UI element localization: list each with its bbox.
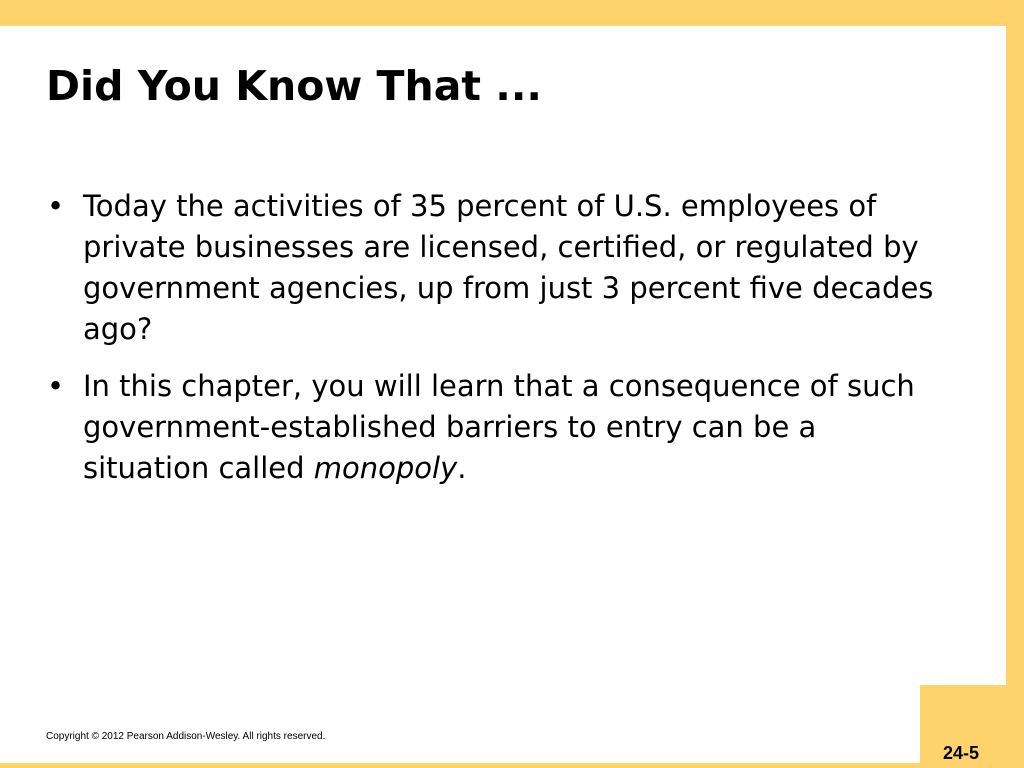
bullet-icon: • <box>47 189 65 223</box>
bullet-punctuation: . <box>457 451 467 485</box>
bullet-item <box>47 186 947 350</box>
bottom-accent-bar <box>0 763 1024 768</box>
bullet-text: Today the activities of 35 percent of U.S. employees of private businesses are licensed, certified, or regulated by government agencies, up from just 3 percent five decades ago? <box>83 189 934 346</box>
bullet-emphasis: monopoly <box>313 451 458 485</box>
copyright-footer: Copyright © 2012 Pearson Addison-Wesley. All rights reserved. <box>46 731 326 742</box>
right-accent-bar <box>1006 0 1024 768</box>
slide-number: 24-5 <box>943 743 980 763</box>
slide-title: Did You Know That ... <box>46 62 542 110</box>
bullet-icon: • <box>47 369 65 403</box>
bullet-item <box>47 366 947 489</box>
bullet-list <box>47 186 947 505</box>
top-accent-bar <box>0 0 1024 26</box>
bullet-text: In this chapter, you will learn that a consequence of such government-established barriers to entry can be a situation called <box>83 369 915 485</box>
